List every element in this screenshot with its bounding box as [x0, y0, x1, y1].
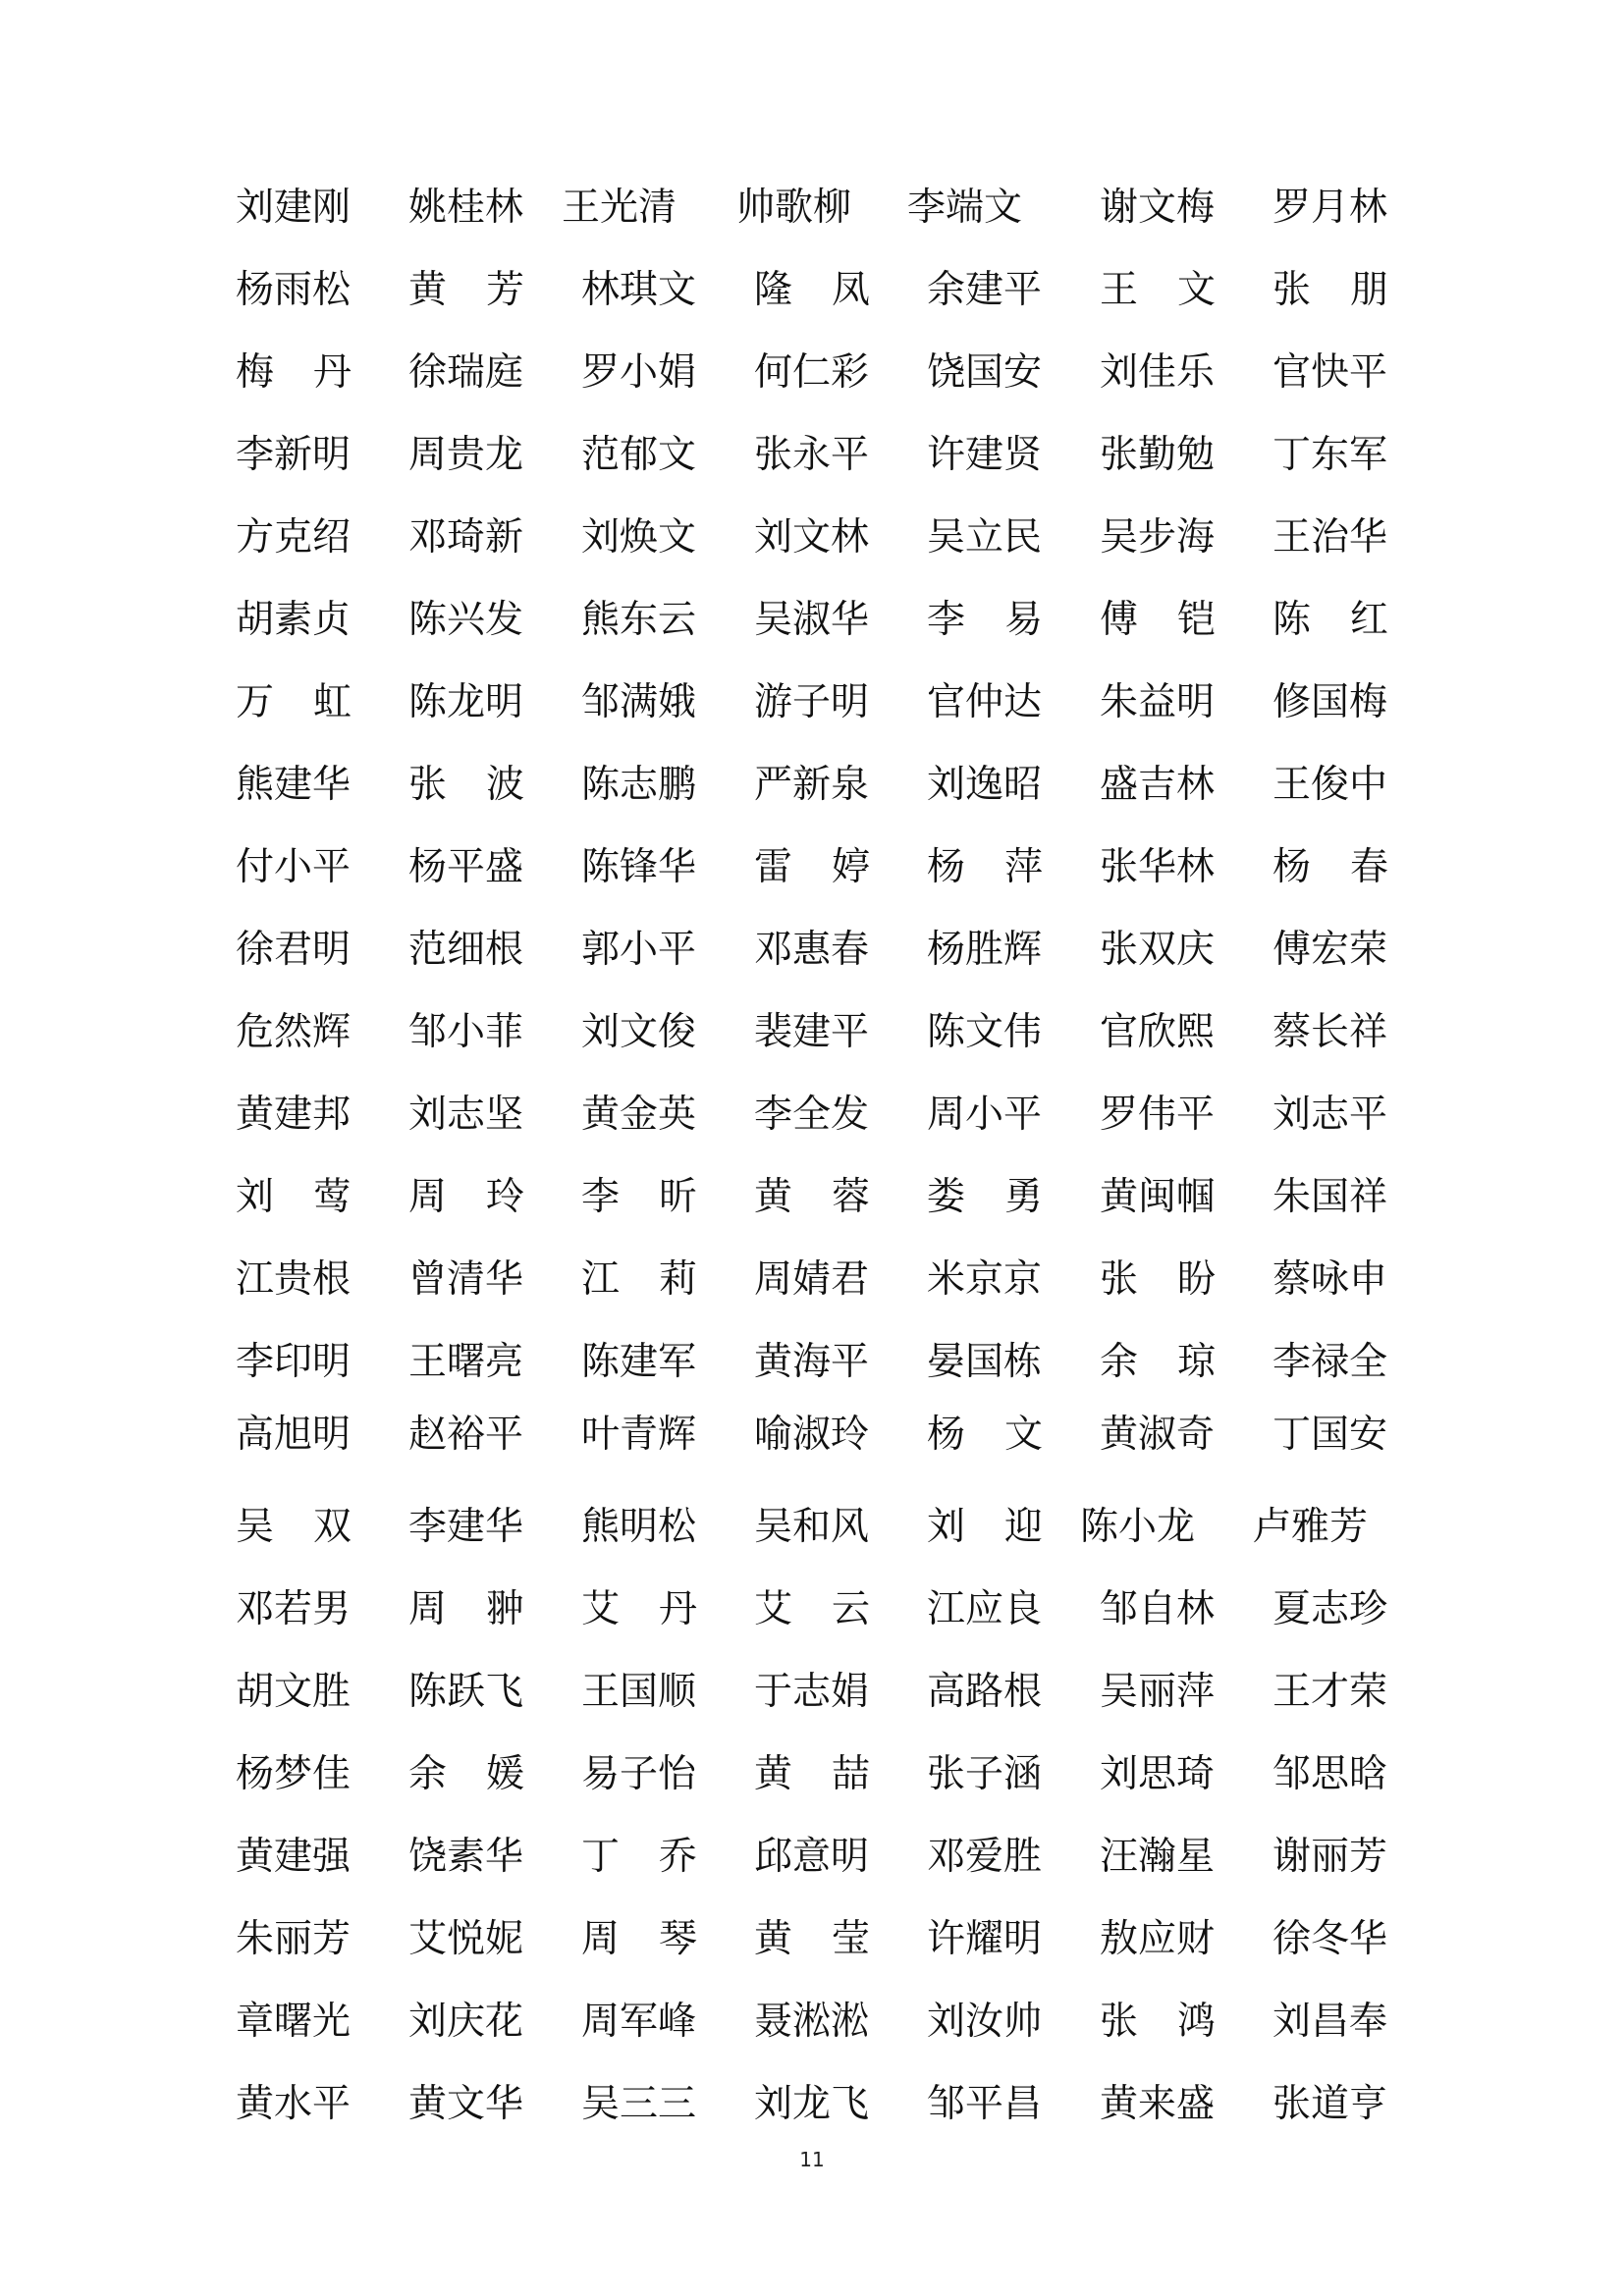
name-cell: 刘佳乐 [1100, 350, 1216, 395]
name-cell: 陈志鹏 [581, 763, 697, 807]
name-cell: 徐冬华 [1272, 1917, 1388, 1961]
name-cell: 李新明 [236, 433, 352, 477]
name-cell: 高旭明 [236, 1413, 352, 1457]
name-row [0, 1086, 1624, 1145]
name-cell: 危然辉 [236, 1010, 352, 1054]
name-cell: 黄 莹 [754, 1917, 870, 1961]
name-cell: 张 朋 [1272, 268, 1388, 312]
name-cell: 杨梦佳 [236, 1752, 352, 1796]
name-cell: 熊建华 [236, 763, 352, 807]
name-cell: 帅歌柳 [736, 186, 852, 230]
name-cell: 王 文 [1100, 268, 1216, 312]
name-cell: 罗伟平 [1100, 1093, 1216, 1137]
name-cell: 叶青辉 [581, 1413, 697, 1457]
name-cell: 周婧君 [754, 1257, 870, 1302]
name-cell: 蔡长祥 [1272, 1010, 1388, 1054]
name-cell: 黄文华 [408, 2082, 524, 2126]
name-cell: 傅 铠 [1100, 598, 1216, 642]
name-cell: 黄建强 [236, 1835, 352, 1879]
name-cell: 艾 云 [754, 1587, 870, 1631]
name-cell: 刘文林 [754, 515, 870, 560]
name-cell: 张 波 [408, 763, 524, 807]
name-cell: 曾清华 [408, 1257, 524, 1302]
name-cell: 邹自林 [1100, 1587, 1216, 1631]
name-cell: 周 玲 [408, 1175, 524, 1219]
name-cell: 张道亨 [1272, 2082, 1388, 2126]
name-cell: 周军峰 [581, 2000, 697, 2044]
name-cell: 熊明松 [581, 1505, 697, 1549]
name-cell: 陈龙明 [408, 680, 524, 724]
name-cell: 王曙亮 [408, 1340, 524, 1384]
name-row [0, 1910, 1624, 1969]
name-cell: 刘昌奉 [1272, 2000, 1388, 2044]
name-cell: 赵裕平 [408, 1413, 524, 1457]
name-cell: 梅 丹 [236, 350, 352, 395]
name-row [0, 1745, 1624, 1804]
name-row [0, 921, 1624, 980]
name-cell: 饶素华 [408, 1835, 524, 1879]
name-row [0, 261, 1624, 320]
page-number: 11 [799, 2148, 825, 2171]
name-cell: 罗小娟 [581, 350, 697, 395]
name-row [0, 426, 1624, 485]
name-cell: 刘志平 [1272, 1093, 1388, 1137]
name-cell: 胡素贞 [236, 598, 352, 642]
name-cell: 官仲达 [927, 680, 1043, 724]
name-row [0, 508, 1624, 567]
name-cell: 夏志珍 [1272, 1587, 1388, 1631]
name-cell: 刘庆花 [408, 2000, 524, 2044]
name-row [0, 838, 1624, 897]
name-cell: 王光清 [562, 186, 677, 230]
name-cell: 聂淞淞 [754, 2000, 870, 2044]
name-cell: 官欣熙 [1100, 1010, 1216, 1054]
name-cell: 刘志坚 [408, 1093, 524, 1137]
name-row [0, 1498, 1624, 1557]
name-cell: 丁国安 [1272, 1413, 1388, 1457]
name-row [0, 1828, 1624, 1887]
name-cell: 范细根 [408, 928, 524, 972]
name-cell: 朱国祥 [1272, 1175, 1388, 1219]
name-cell: 杨胜辉 [927, 928, 1043, 972]
name-cell: 王才荣 [1272, 1670, 1388, 1714]
name-cell: 周贵龙 [408, 433, 524, 477]
name-cell: 刘 莺 [236, 1175, 352, 1219]
name-cell: 邓若男 [236, 1587, 352, 1631]
name-row [0, 2075, 1624, 2134]
name-cell: 陈文伟 [927, 1010, 1043, 1054]
name-cell: 余 琼 [1100, 1340, 1216, 1384]
name-cell: 周 翀 [408, 1587, 524, 1631]
name-cell: 陈兴发 [408, 598, 524, 642]
name-cell: 刘龙飞 [754, 2082, 870, 2126]
name-cell: 陈建军 [581, 1340, 697, 1384]
name-cell: 杨 萍 [927, 845, 1043, 889]
name-cell: 黄 喆 [754, 1752, 870, 1796]
name-cell: 喻淑玲 [754, 1413, 870, 1457]
name-row [0, 1168, 1624, 1227]
name-cell: 刘汝帅 [927, 2000, 1043, 2044]
name-cell: 罗月林 [1272, 186, 1388, 230]
name-cell: 邹小菲 [408, 1010, 524, 1054]
name-row [0, 344, 1624, 402]
name-cell: 杨 文 [927, 1413, 1043, 1457]
name-cell: 张 盼 [1100, 1257, 1216, 1302]
name-cell: 杨雨松 [236, 268, 352, 312]
name-row [0, 1251, 1624, 1309]
name-cell: 徐君明 [236, 928, 352, 972]
name-cell: 艾 丹 [581, 1587, 697, 1631]
name-cell: 何仁彩 [754, 350, 870, 395]
name-cell: 杨 春 [1272, 845, 1388, 889]
name-cell: 傅宏荣 [1272, 928, 1388, 972]
name-cell: 敖应财 [1100, 1917, 1216, 1961]
name-cell: 姚桂林 [408, 186, 524, 230]
name-cell: 易子怡 [581, 1752, 697, 1796]
name-row [0, 1333, 1624, 1392]
name-cell: 刘思琦 [1100, 1752, 1216, 1796]
name-cell: 李全发 [754, 1093, 870, 1137]
name-cell: 江 莉 [581, 1257, 697, 1302]
name-cell: 张双庆 [1100, 928, 1216, 972]
name-cell: 林琪文 [581, 268, 697, 312]
name-cell: 陈跃飞 [408, 1670, 524, 1714]
name-cell: 李端文 [907, 186, 1023, 230]
name-cell: 余 媛 [408, 1752, 524, 1796]
name-row [0, 756, 1624, 815]
name-cell: 邹满娥 [581, 680, 697, 724]
name-cell: 江应良 [927, 1587, 1043, 1631]
name-row [0, 179, 1624, 238]
name-cell: 黄水平 [236, 2082, 352, 2126]
name-cell: 江贵根 [236, 1257, 352, 1302]
name-cell: 吴淑华 [754, 598, 870, 642]
name-cell: 修国梅 [1272, 680, 1388, 724]
name-cell: 谢丽芳 [1272, 1835, 1388, 1879]
name-cell: 李建华 [408, 1505, 524, 1549]
name-cell: 张子涵 [927, 1752, 1043, 1796]
name-cell: 张 鸿 [1100, 2000, 1216, 2044]
name-cell: 艾悦妮 [408, 1917, 524, 1961]
name-cell: 胡文胜 [236, 1670, 352, 1714]
name-cell: 黄闽帼 [1100, 1175, 1216, 1219]
name-cell: 吴步海 [1100, 515, 1216, 560]
name-cell: 陈 红 [1272, 598, 1388, 642]
name-cell: 娄 勇 [927, 1175, 1043, 1219]
name-cell: 吴 双 [236, 1505, 352, 1549]
name-cell: 邹思晗 [1272, 1752, 1388, 1796]
name-cell: 吴立民 [927, 515, 1043, 560]
name-row [0, 591, 1624, 650]
name-cell: 刘焕文 [581, 515, 697, 560]
name-cell: 朱丽芳 [236, 1917, 352, 1961]
name-cell: 米京京 [927, 1257, 1043, 1302]
name-cell: 邓琦新 [408, 515, 524, 560]
name-cell: 丁 乔 [581, 1835, 697, 1879]
name-cell: 盛吉林 [1100, 763, 1216, 807]
name-cell: 黄 蓉 [754, 1175, 870, 1219]
name-row [0, 673, 1624, 732]
name-cell: 刘建刚 [236, 186, 352, 230]
name-cell: 汪瀚星 [1100, 1835, 1216, 1879]
name-cell: 严新泉 [754, 763, 870, 807]
name-cell: 邓爱胜 [927, 1835, 1043, 1879]
name-cell: 黄海平 [754, 1340, 870, 1384]
name-cell: 章曙光 [236, 2000, 352, 2044]
name-cell: 黄来盛 [1100, 2082, 1216, 2126]
name-cell: 余建平 [927, 268, 1043, 312]
name-cell: 张华林 [1100, 845, 1216, 889]
name-cell: 万 虹 [236, 680, 352, 724]
name-cell: 陈小龙 [1080, 1505, 1196, 1549]
name-cell: 付小平 [236, 845, 352, 889]
name-cell: 刘文俊 [581, 1010, 697, 1054]
name-cell: 许建贤 [927, 433, 1043, 477]
name-cell: 李 易 [927, 598, 1043, 642]
name-cell: 官快平 [1272, 350, 1388, 395]
name-cell: 黄金英 [581, 1093, 697, 1137]
name-cell: 杨平盛 [408, 845, 524, 889]
name-cell: 王国顺 [581, 1670, 697, 1714]
name-cell: 徐瑞庭 [408, 350, 524, 395]
name-cell: 张永平 [754, 433, 870, 477]
name-cell: 隆 凤 [754, 268, 870, 312]
name-cell: 丁东军 [1272, 433, 1388, 477]
name-cell: 刘逸昭 [927, 763, 1043, 807]
name-cell: 李 昕 [581, 1175, 697, 1219]
name-cell: 卢雅芳 [1253, 1505, 1369, 1549]
name-cell: 刘 迎 [927, 1505, 1043, 1549]
name-cell: 方克绍 [236, 515, 352, 560]
name-cell: 周 琴 [581, 1917, 697, 1961]
name-cell: 许耀明 [927, 1917, 1043, 1961]
name-cell: 雷 婷 [754, 845, 870, 889]
name-cell: 熊东云 [581, 598, 697, 642]
name-cell: 范郁文 [581, 433, 697, 477]
name-cell: 周小平 [927, 1093, 1043, 1137]
name-cell: 陈锋华 [581, 845, 697, 889]
name-cell: 李禄全 [1272, 1340, 1388, 1384]
name-cell: 黄建邦 [236, 1093, 352, 1137]
name-cell: 谢文梅 [1100, 186, 1216, 230]
name-row [0, 1580, 1624, 1639]
name-cell: 蔡咏申 [1272, 1257, 1388, 1302]
name-cell: 朱益明 [1100, 680, 1216, 724]
name-cell: 邓惠春 [754, 928, 870, 972]
name-cell: 张勤勉 [1100, 433, 1216, 477]
name-cell: 游子明 [754, 680, 870, 724]
name-cell: 王治华 [1272, 515, 1388, 560]
name-cell: 裴建平 [754, 1010, 870, 1054]
name-cell: 晏国栋 [927, 1340, 1043, 1384]
name-cell: 高路根 [927, 1670, 1043, 1714]
name-row [0, 1993, 1624, 2052]
name-cell: 李印明 [236, 1340, 352, 1384]
name-cell: 吴和风 [754, 1505, 870, 1549]
name-cell: 饶国安 [927, 350, 1043, 395]
name-cell: 邱意明 [754, 1835, 870, 1879]
name-row [0, 1663, 1624, 1722]
name-cell: 吴丽萍 [1100, 1670, 1216, 1714]
name-cell: 郭小平 [581, 928, 697, 972]
name-cell: 黄 芳 [408, 268, 524, 312]
name-row [0, 1003, 1624, 1062]
name-row [0, 1406, 1624, 1465]
name-cell: 王俊中 [1272, 763, 1388, 807]
name-cell: 吴三三 [581, 2082, 697, 2126]
name-cell: 邹平昌 [927, 2082, 1043, 2126]
name-cell: 于志娟 [754, 1670, 870, 1714]
name-cell: 黄淑奇 [1100, 1413, 1216, 1457]
